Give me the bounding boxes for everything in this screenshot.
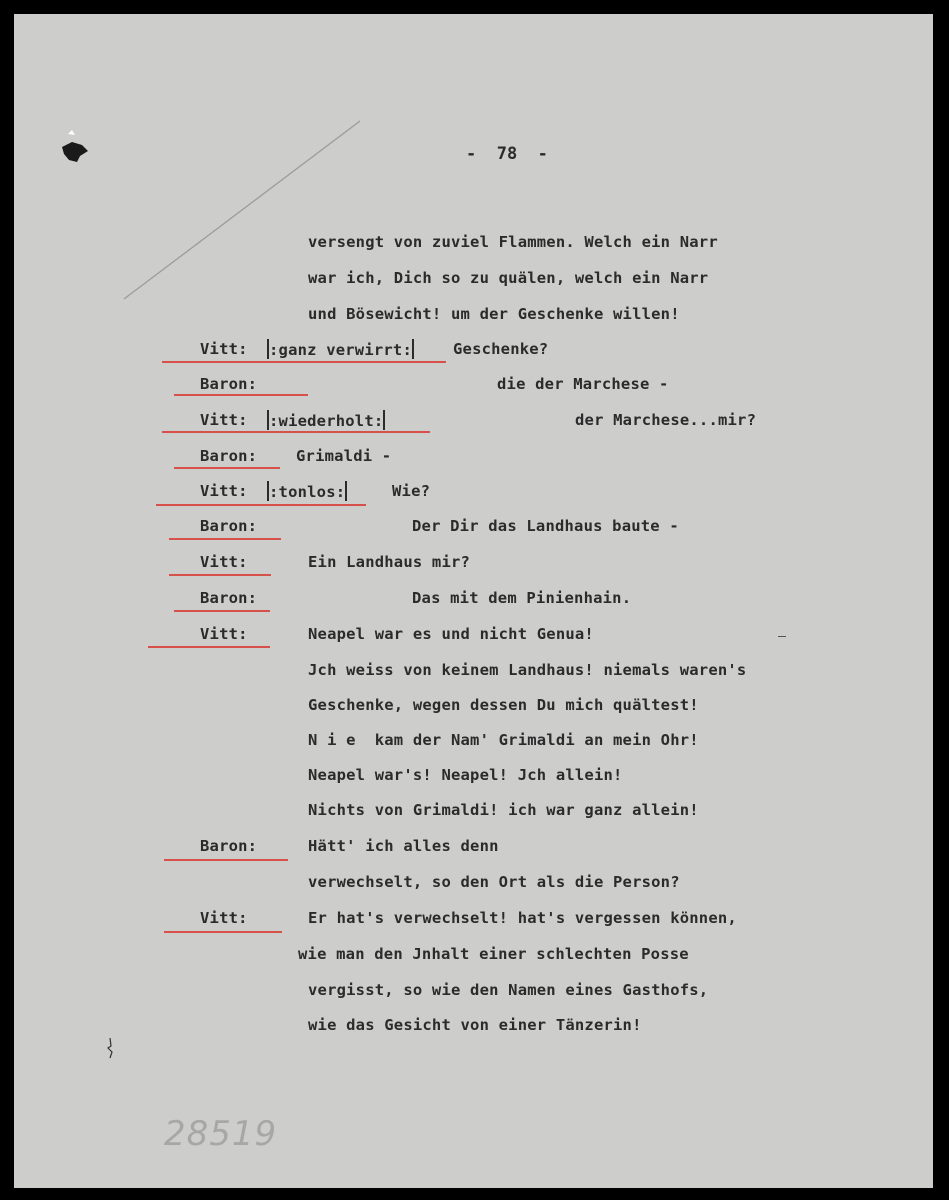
red-underline [174,394,308,396]
line-text: wie das Gesicht von einer Tänzerin! [308,1016,642,1034]
line-text: Geschenke, wegen dessen Du mich quältest! [308,696,699,714]
line-text: wie man den Jnhalt einer schlechten Posse [298,945,689,963]
red-underline [156,504,366,506]
document-page [14,14,933,1188]
speaker-label: Baron: [200,837,258,855]
line-text: war ich, Dich so zu quälen, welch ein Narr [308,269,709,287]
stage-direction-text: :wiederholt: [269,412,384,430]
stage-direction [267,339,414,360]
red-underline [174,467,280,469]
red-underline [169,574,271,576]
line-text: verwechselt, so den Ort als die Person? [308,873,680,891]
stage-direction [267,410,385,431]
line-text: Geschenke? [453,340,549,358]
page-number: - 78 - [466,144,548,164]
speaker-label: Vitt: [200,411,248,429]
line-text: Das mit dem Pinienhain. [412,589,632,607]
speaker-label: Vitt: [200,553,248,571]
stage-direction [267,481,347,502]
line-text: Grimaldi - [296,447,392,465]
line-text: Neapel war es und nicht Genua! [308,625,594,643]
line-text: Hätt' ich alles denn [308,837,499,855]
ink-blot [62,142,88,162]
line-text: die der Marchese - [497,375,669,393]
stage-direction-text: :ganz verwirrt: [269,341,412,359]
speaker-label: Baron: [200,517,258,535]
red-underline [162,361,446,363]
red-underline [162,431,430,433]
line-text: Der Dir das Landhaus baute - [412,517,679,535]
line-text: versengt von zuviel Flammen. Welch ein Narr [308,233,718,251]
line-text: Er hat's verwechselt! hat's vergessen können, [308,909,737,927]
red-underline [174,610,270,612]
red-underline [148,646,270,648]
line-text: Wie? [392,482,431,500]
speaker-label: Vitt: [200,482,248,500]
line-text: und Bösewicht! um der Geschenke willen! [308,305,680,323]
speaker-label: Baron: [200,589,258,607]
speaker-label: Vitt: [200,340,248,358]
line-text: Neapel war's! Neapel! Jch allein! [308,766,623,784]
speaker-label: Baron: [200,447,258,465]
line-text: Jch weiss von keinem Landhaus! niemals waren's [308,661,747,679]
archive-number: 28519 [164,1114,278,1154]
line-text: der Marchese...mir? [575,411,757,429]
stage-direction-text: :tonlos: [269,483,346,501]
line-text: N i e kam der Nam' Grimaldi an mein Ohr! [308,731,699,749]
line-text: Nichts von Grimaldi! ich war ganz allein! [308,801,699,819]
red-underline [169,538,281,540]
line-text: Ein Landhaus mir? [308,553,471,571]
red-underline [164,931,282,933]
red-underline [164,859,288,861]
speaker-label: Vitt: [200,625,248,643]
speaker-label: Vitt: [200,909,248,927]
speaker-label: Baron: [200,375,258,393]
stray-mark [778,636,786,637]
stray-mark [102,1036,118,1060]
line-text: vergisst, so wie den Namen eines Gasthofs, [308,981,709,999]
